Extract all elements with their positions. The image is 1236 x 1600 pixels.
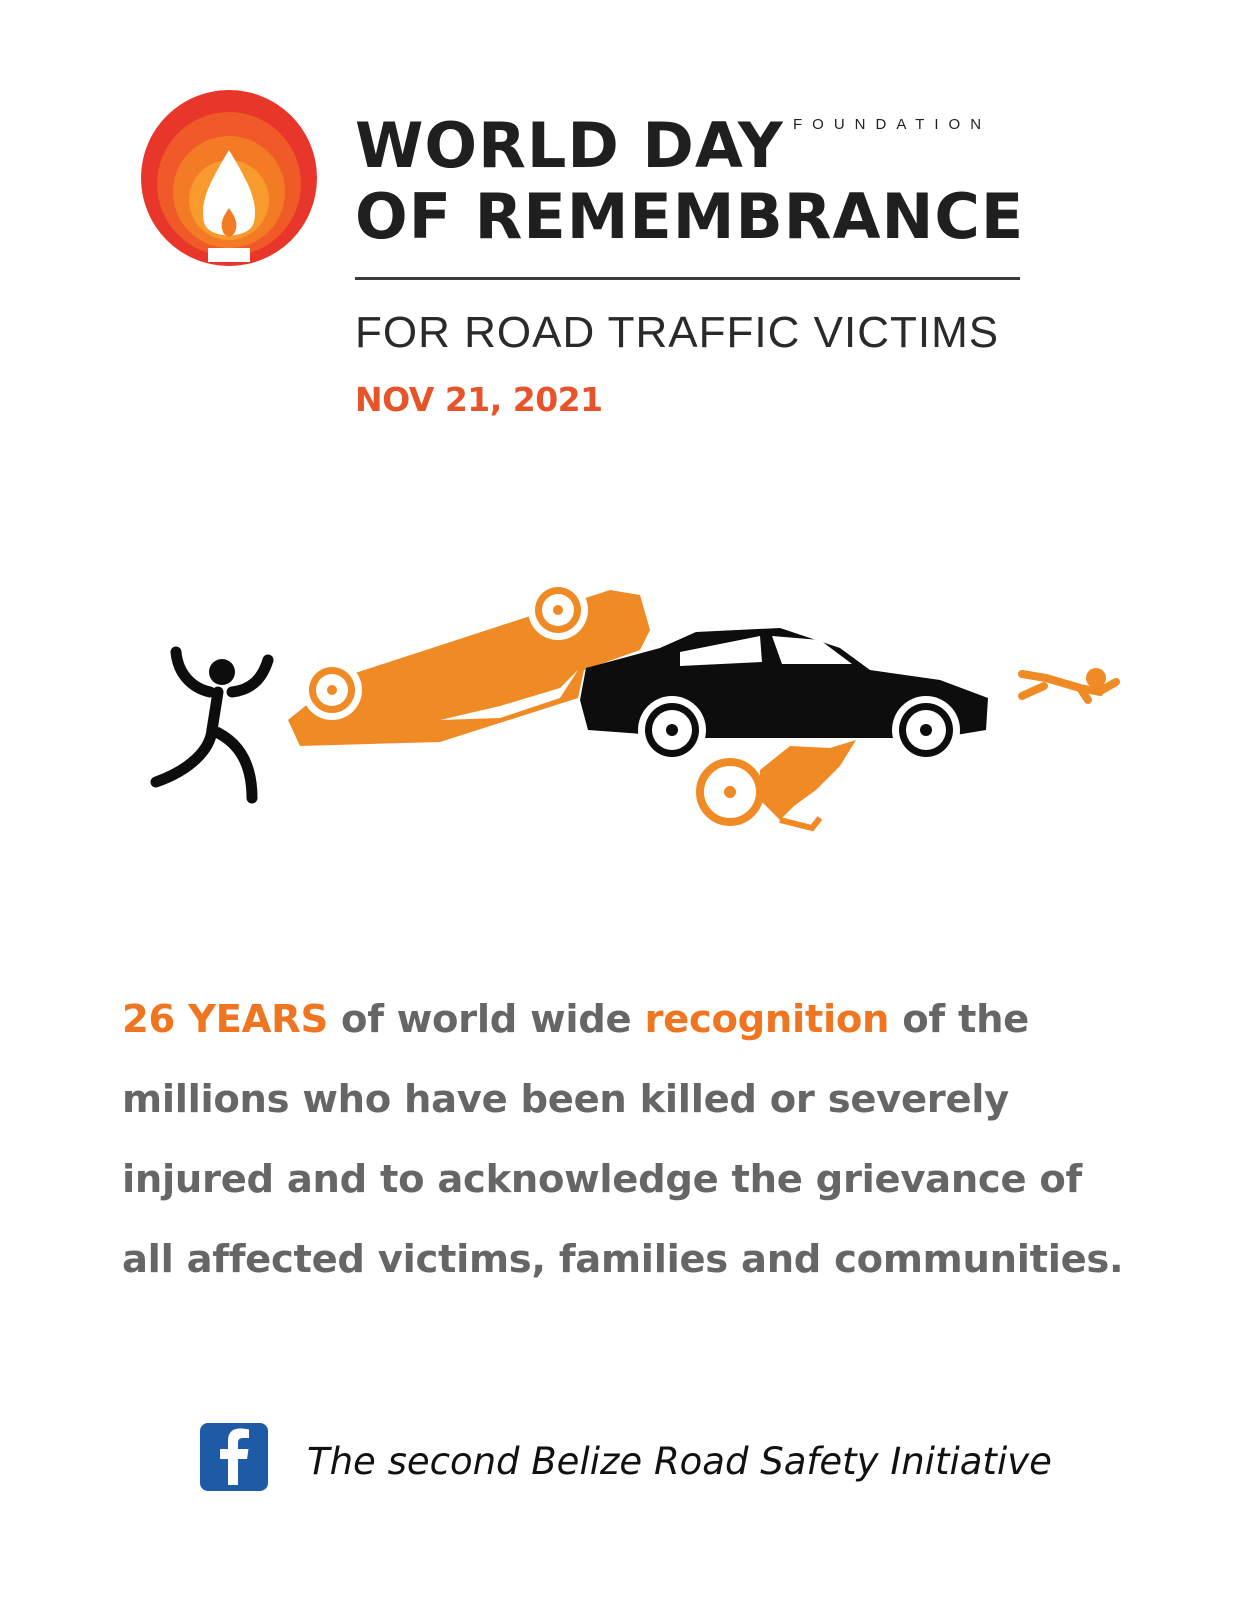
candle-flame-icon — [138, 90, 320, 272]
message-line-4: all affected victims, families and communities. — [122, 1237, 1124, 1282]
message-line-3: injured and to acknowledge the grievance of — [122, 1157, 1082, 1202]
title-line-1: WORLD DAY — [355, 109, 784, 182]
subtitle: FOR ROAD TRAFFIC VICTIMS — [355, 308, 1000, 357]
event-date: NOV 21, 2021 — [355, 380, 603, 419]
flying-person-icon — [1022, 668, 1116, 700]
years-highlight: 26 YEARS — [122, 997, 328, 1042]
road-crash-illustration — [140, 570, 1130, 850]
message-text: of world wide — [327, 997, 645, 1042]
motorcycle-icon — [700, 740, 856, 828]
foundation-label: FOUNDATION — [793, 116, 992, 133]
recognition-highlight: recognition — [644, 997, 890, 1042]
message-paragraph — [122, 980, 1222, 1300]
facebook-icon[interactable] — [200, 1423, 268, 1491]
title-line-2: OF REMEMBRANCE — [355, 180, 1025, 253]
sedan-car-icon — [580, 628, 988, 764]
divider — [355, 277, 1020, 280]
message-line-1 — [122, 980, 1222, 1060]
message-text: of the — [889, 997, 1029, 1042]
running-person-icon — [156, 652, 268, 798]
footer-initiative-text: The second Belize Road Safety Initiative — [307, 1440, 1052, 1483]
message-line-2: millions who have been killed or severely — [122, 1077, 1009, 1122]
